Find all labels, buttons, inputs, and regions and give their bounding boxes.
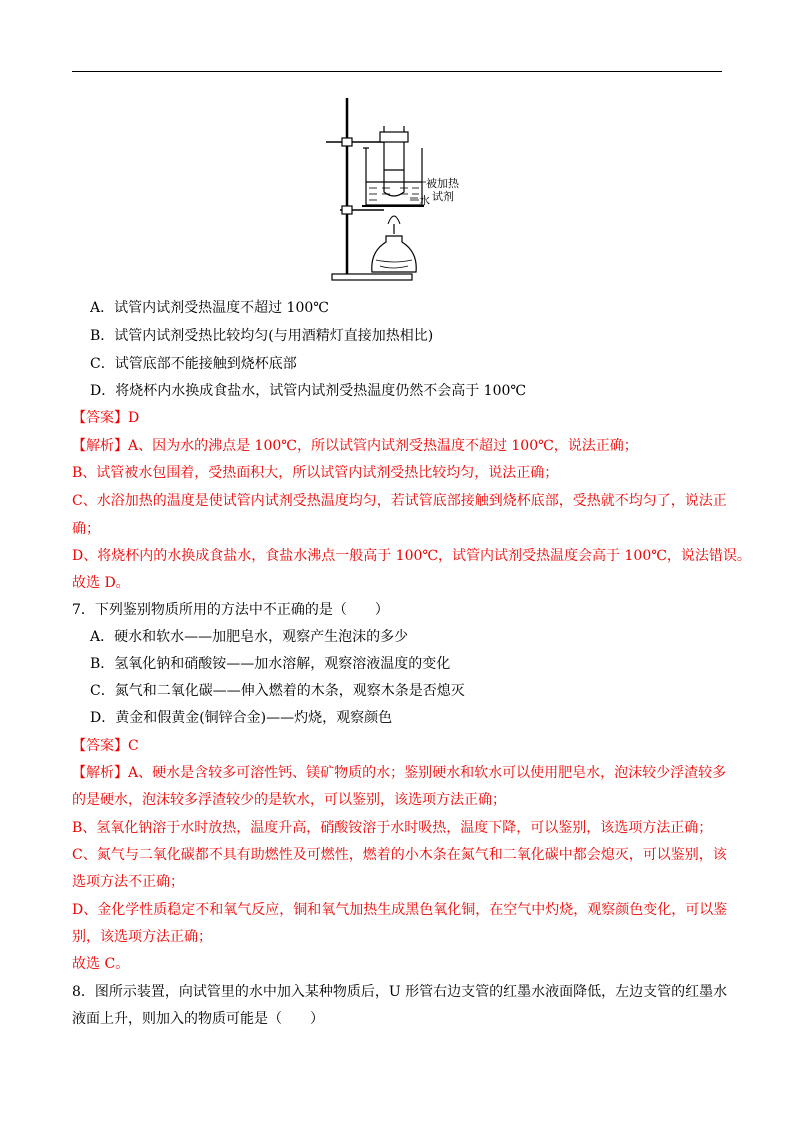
q7-option-c: C．氮气和二氧化碳——伸入燃着的木条，观察木条是否熄灭 [90,683,465,699]
q7-analysis-line: 别，该选项方法正确； [72,929,212,945]
alcohol-lamp [372,236,416,272]
stand-base [332,274,412,280]
q6-analysis-line: C、水浴加热的温度是使试管内试剂受热温度均匀，若试管底部接触到烧杯底部，受热就不均匀了，说法正 [72,493,727,509]
q8-question-line2: 液面上升，则加入的物质可能是（ ） [72,1011,324,1027]
q6-option-a: A．试管内试剂受热温度不超过 100℃ [90,300,329,316]
q6-analysis-line: B、试管被水包围着，受热面积大，所以试管内试剂受热比较均匀，说法正确； [72,465,559,481]
label-reagent-line2: 试剂 [432,190,454,203]
q7-answer: 【答案】C [72,738,139,754]
q7-analysis-line: D、金化学性质稳定不和氧气反应，铜和氧气加热生成黑色氧化铜，在空气中灼烧，观察颜色变化，可以鉴 [72,902,728,918]
q7-analysis-line: 【解析】A、硬水是含较多可溶性钙、镁矿物质的水；鉴别硬水和软水可以使用肥皂水，泡沫较少浮渣较多 [72,765,727,781]
q6-analysis-line: 【解析】A、因为水的沸点是 100℃，所以试管内试剂受热温度不超过 100℃，说法正确； [72,438,638,454]
q7-analysis-line: 选项方法不正确； [72,874,184,890]
q7-analysis-line: C、氮气与二氧化碳都不具有助燃性及可燃性，燃着的小木条在氮气和二氧化碳中都会熄灭，可以鉴别，该 [72,847,727,863]
label-reagent-line1: 被加热 [426,177,459,190]
q6-answer: 【答案】D [72,410,140,426]
q6-option-d: D．将烧杯内水换成食盐水，试管内试剂受热温度仍然不会高于 100℃ [90,383,527,399]
q6-analysis-line: 故选 D。 [72,575,130,591]
water-bath-apparatus-diagram [322,96,472,282]
q6-analysis-line: 确； [72,521,100,537]
q7-analysis-line: 的是硬水，泡沫较多浮渣较少的是软水，可以鉴别，该选项方法正确； [72,792,506,808]
label-water: 水 [419,194,430,207]
q6-option-c: C．试管底部不能接触到烧杯底部 [90,356,297,372]
header-rule [72,71,722,72]
q8-question-line1: 8．图所示装置，向试管里的水中加入某种物质后，U 形管右边支管的红墨水液面降低，左边支管的红墨水 [72,984,728,1000]
q7-option-d: D．黄金和假黄金(铜锌合金)——灼烧，观察颜色 [90,710,393,726]
lamp-flame [388,216,400,224]
q7-analysis-line: B、氢氧化钠溶于水时放热，温度升高，硝酸铵溶于水时吸热，温度下降，可以鉴别，该选项方法正确； [72,820,713,836]
q6-option-b: B．试管内试剂受热比较均匀(与用酒精灯直接加热相比) [90,328,434,344]
q7-question: 7．下列鉴别物质所用的方法中不正确的是（ ） [72,602,389,618]
q6-analysis-line: D、将烧杯内的水换成食盐水，食盐水沸点一般高于 100℃，试管内试剂受热温度会高于 100℃，说法错误。 [72,548,751,564]
q7-option-a: A．硬水和软水——加肥皂水，观察产生泡沫的多少 [90,629,409,645]
q7-analysis-line: 故选 C。 [72,956,130,972]
q7-option-b: B．氢氧化钠和硝酸铵——加水溶解，观察溶液温度的变化 [90,656,451,672]
